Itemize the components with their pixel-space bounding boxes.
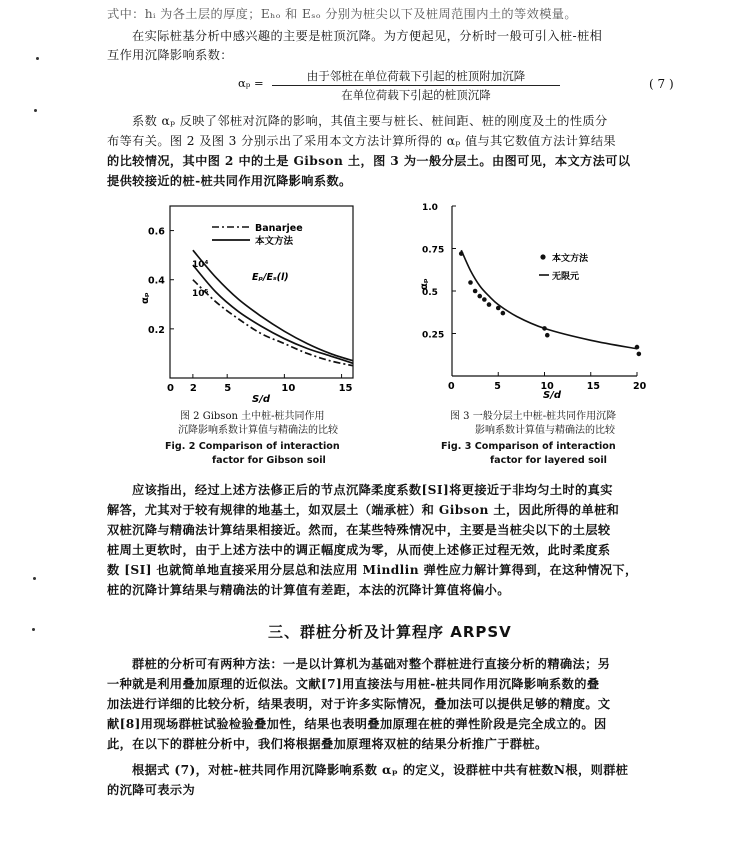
- equation-lhs: αₚ =: [238, 76, 264, 90]
- fig3-caption-en-2: factor for layered soil: [490, 455, 607, 466]
- fig3-xlabel: S/d: [543, 390, 562, 401]
- section-heading: 三、群桩分析及计算程序 ARPSV: [268, 623, 512, 641]
- fig3-data-point: [542, 326, 547, 331]
- scan-speck: [34, 109, 37, 112]
- equation-fraction-bar: [272, 85, 560, 86]
- fig3-ytick-label: 1.0: [422, 203, 438, 213]
- fig2-caption-en-2: factor for Gibson soil: [212, 455, 326, 466]
- fig3-data-point: [477, 294, 482, 299]
- paragraph-line: 在实际桩基分析中感兴趣的主要是桩顶沉降。为方便起见，分析时一般可引入桩-桩相: [132, 29, 603, 43]
- paragraph-line: 数 [SI] 也就简单地直接采用分层总和法应用 Mindlin 弹性应力解计算得到，在这种情况下，: [107, 563, 638, 577]
- fig2-xtick-label: 5: [224, 383, 232, 394]
- scan-speck: [32, 628, 35, 631]
- fig3-xtick-label: 20: [633, 381, 647, 392]
- paragraph-line: 的比较情况，其中图 2 中的土是 Gibson 土，图 3 为一般分层土。由图可见，本文方法可以: [107, 154, 631, 168]
- fig2-ytick-label: 0.4: [148, 275, 165, 287]
- fig3-data-point: [545, 333, 550, 338]
- figure-3-chart: [415, 200, 655, 410]
- fig2-xtick-label: 10: [281, 383, 296, 394]
- fig3-data-point: [473, 289, 478, 294]
- fig3-data-point: [459, 251, 464, 256]
- fig2-ylabel: αₚ: [140, 292, 151, 304]
- paragraph-line: 此，在以下的群桩分析中，我们将根据叠加原理将双桩的结果分析推广于群桩。: [107, 737, 548, 751]
- fig2-xtick-label: 0: [167, 383, 174, 394]
- fig2-legend-banarjee: Banarjee: [255, 223, 303, 234]
- paragraph-line: 布等有关。图 2 及图 3 分别示出了采用本文方法计算所得的 αₚ 值与其它数值方法计算结果: [107, 134, 617, 148]
- fig2-series-line-0: [193, 250, 353, 361]
- fig3-caption-en-1: Fig. 3 Comparison of interaction: [441, 441, 616, 452]
- fig3-ytick-label: 0.5: [422, 288, 438, 298]
- paragraph-line: 互作用沉降影响系数：: [107, 48, 233, 62]
- fig3-caption-cn-2: 影响系数计算值与精确法的比较: [475, 425, 615, 436]
- equation-number: ( 7 ): [649, 77, 674, 91]
- fig3-xtick-label: 15: [586, 381, 600, 392]
- paragraph-line: 一种就是利用叠加原理的近似法。文献[7]用直接法与用桩-桩共同作用沉降影响系数的叠: [107, 677, 600, 691]
- fig2-xtick-label: 2: [189, 383, 197, 394]
- fig3-caption-cn-1: 图 3 一般分层土中桩-桩共同作用沉降: [450, 411, 617, 422]
- fig3-legend-marker: [540, 254, 545, 259]
- fig3-xtick-label: 0: [448, 381, 455, 392]
- fig3-data-point: [635, 345, 640, 350]
- fig3-data-point: [637, 352, 642, 357]
- fig2-annotation: Eₚ/Eₛ(l): [252, 272, 289, 283]
- equation-numerator: 由于邻桩在单位荷载下引起的桩顶附加沉降: [306, 69, 526, 83]
- paragraph-line: 群桩的分析可有两种方法：一是以计算机为基础对整个群桩进行直接分析的精确法；另: [132, 657, 611, 671]
- fig2-curve-label-1e5: 10⁵: [192, 289, 209, 299]
- fig2-ytick-label: 0.2: [148, 324, 165, 336]
- fig2-legend-method: 本文方法: [255, 236, 294, 247]
- fig2-caption-cn-1: 图 2 Gibson 土中桩-桩共同作用: [180, 411, 325, 422]
- paragraph-line: 献[8]用现场群桩试验检验叠加性，结果也表明叠加原理在桩的弹性阶段是完全成立的。因: [107, 717, 607, 731]
- equation-denominator: 在单位荷载下引起的桩顶沉降: [341, 88, 491, 102]
- fig2-xtick-label: 15: [338, 383, 353, 394]
- fig3-data-point: [487, 302, 492, 307]
- fig2-curve-label-1e4: 10⁴: [192, 260, 209, 270]
- fig3-data-point: [482, 297, 487, 302]
- fig3-ytick-label: 0.25: [422, 330, 445, 341]
- paragraph-line: 系数 αₚ 反映了邻桩对沉降的影响，其值主要与桩长、桩间距、桩的刚度及土的性质分: [132, 114, 608, 128]
- paragraph-line: 加法进行详细的比较分析，结果表明，对于许多实际情况，叠加法可以提供足够的精度。文: [107, 697, 611, 711]
- scan-speck: [36, 57, 39, 60]
- fig3-xtick-label: 5: [494, 381, 501, 392]
- fig2-ytick-label: 0.6: [148, 226, 165, 238]
- fig3-legend-fem: 无限元: [552, 272, 580, 282]
- fig3-ylabel: αₚ: [419, 278, 430, 290]
- fig2-xlabel: S/d: [252, 394, 271, 405]
- fig3-ytick-label: 0.75: [422, 245, 445, 256]
- paragraph-line: 桩的沉降计算结果与精确法的计算值有差距，本法的沉降计算值将偏小。: [107, 583, 510, 597]
- paragraph-line: 双桩沉降与精确法计算结果相接近。然而，在某些特殊情况中，主要是当桩尖以下的土层较: [107, 523, 611, 537]
- fig3-data-point: [468, 280, 473, 285]
- paragraph-line: 桩周土更软时，由于上述方法中的调正幅度成为零，从而使上述修正过程无效，此时柔度系: [107, 543, 611, 557]
- paragraph-line: 解答，尤其对于较有规律的地基土，如双层土（端承桩）和 Gibson 土，因此所得的单桩和: [107, 503, 620, 517]
- fig3-data-point: [501, 311, 506, 316]
- fig2-caption-cn-2: 沉降影响系数计算值与精确法的比较: [178, 425, 338, 436]
- figure-2-chart: [140, 200, 370, 410]
- fig3-legend-method: 本文方法: [552, 254, 589, 264]
- paragraph-line: 的沉降可表示为: [107, 783, 196, 797]
- paragraph-line: 式中：hᵢ 为各土层的厚度；Eₕₒ 和 Eₛₒ 分别为桩尖以下及桩周范围内土的等效模量。: [107, 7, 577, 21]
- paragraph-line: 根据式 (7)，对桩-桩共同作用沉降影响系数 αₚ 的定义，设群桩中共有桩数N根，则群桩: [132, 763, 629, 777]
- paragraph-line: 应该指出，经过上述方法修正后的节点沉降柔度系数[SI]将更接近于非均匀土时的真实: [132, 483, 613, 497]
- fig2-caption-en-1: Fig. 2 Comparison of interaction: [165, 441, 340, 452]
- paragraph-line: 提供较接近的桩-桩共同作用沉降影响系数。: [107, 174, 352, 188]
- scan-speck: [33, 577, 36, 580]
- fig3-xtick-label: 10: [540, 381, 554, 392]
- fig3-data-point: [496, 306, 501, 311]
